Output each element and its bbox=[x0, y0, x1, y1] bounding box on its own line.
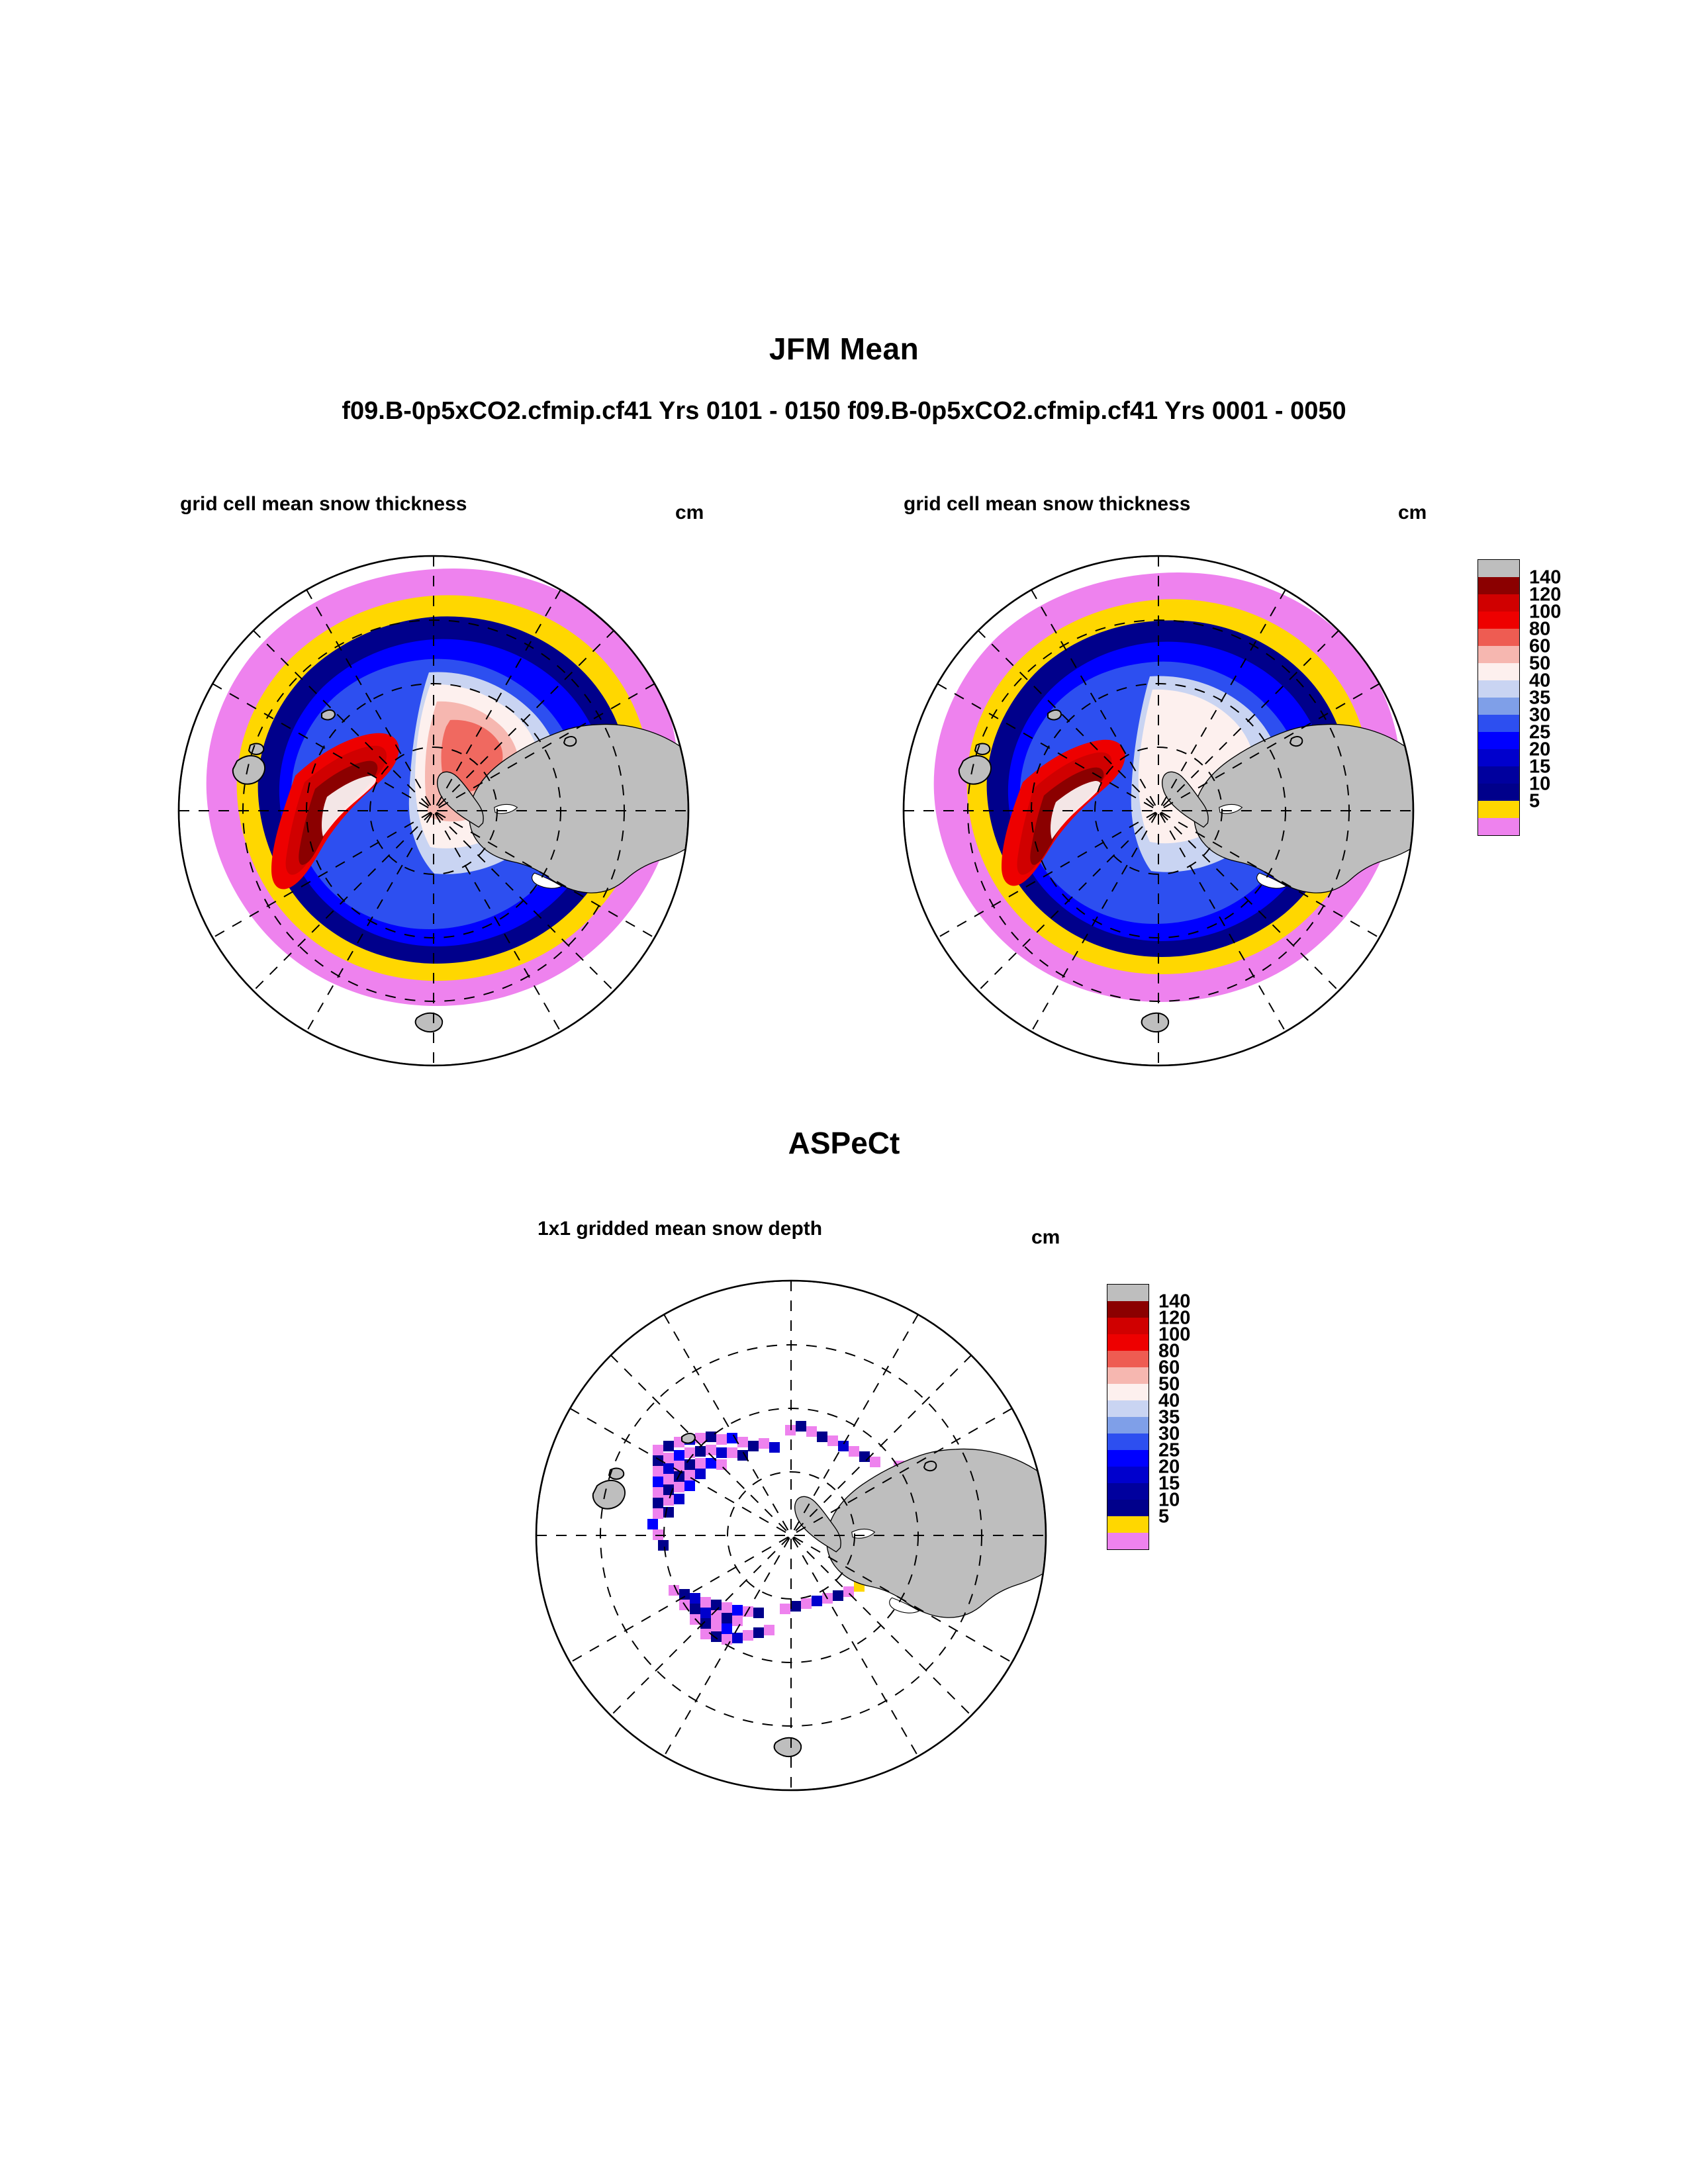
colorbar-swatch bbox=[1478, 680, 1519, 698]
colorbar-swatch bbox=[1107, 1318, 1149, 1334]
colorbar-swatch bbox=[1478, 594, 1519, 612]
colorbar-tick-label: 100 bbox=[1158, 1324, 1191, 1345]
colorbar-tick-label: 50 bbox=[1158, 1373, 1180, 1394]
map-bottom-svg bbox=[523, 1267, 1059, 1803]
colorbar-swatch bbox=[1107, 1367, 1149, 1384]
colorbar-tick-label: 20 bbox=[1529, 739, 1551, 760]
map-left bbox=[165, 543, 702, 1079]
colorbar-swatch bbox=[1478, 732, 1519, 749]
colorbar-tick-label: 60 bbox=[1529, 635, 1551, 657]
colorbar-tick-label: 120 bbox=[1158, 1307, 1191, 1328]
colorbar-swatch bbox=[1478, 646, 1519, 663]
bottom-panel-unit: cm bbox=[1031, 1226, 1060, 1248]
colorbar-tick-label: 25 bbox=[1529, 721, 1551, 743]
colorbar-tick-label: 50 bbox=[1529, 653, 1551, 674]
colorbar-swatch bbox=[1107, 1301, 1149, 1318]
colorbar-tick-label: 140 bbox=[1529, 567, 1562, 588]
colorbar-tick-label: 100 bbox=[1529, 601, 1562, 622]
colorbar-tick-label: 10 bbox=[1158, 1489, 1180, 1510]
left-panel-label: grid cell mean snow thickness bbox=[180, 493, 467, 515]
map-right bbox=[890, 543, 1427, 1079]
colorbar-swatch bbox=[1107, 1334, 1149, 1351]
colorbar-tick-label: 35 bbox=[1158, 1406, 1180, 1428]
right-panel-unit: cm bbox=[1398, 502, 1427, 523]
left-panel-unit: cm bbox=[675, 502, 704, 523]
colorbar-swatch bbox=[1478, 715, 1519, 732]
colorbar-tick-label: 35 bbox=[1529, 687, 1551, 708]
colorbar-tick-label: 5 bbox=[1158, 1506, 1170, 1527]
colorbar-bottom-strip bbox=[1107, 1284, 1149, 1550]
colorbar-tick-label: 80 bbox=[1529, 618, 1551, 639]
map-right-svg bbox=[890, 543, 1427, 1079]
colorbar-swatch bbox=[1478, 784, 1519, 801]
section-title: ASPeCt bbox=[788, 1126, 900, 1160]
colorbar-swatch bbox=[1107, 1400, 1149, 1417]
colorbar-swatch bbox=[1478, 577, 1519, 594]
colorbar-swatch bbox=[1107, 1433, 1149, 1450]
map-left-svg bbox=[165, 543, 702, 1079]
colorbar-swatch bbox=[1107, 1467, 1149, 1483]
colorbar-top-strip bbox=[1477, 559, 1520, 836]
colorbar-swatch bbox=[1478, 818, 1519, 835]
bottom-panel-label: 1x1 gridded mean snow depth bbox=[538, 1218, 823, 1240]
colorbar-tick-label: 15 bbox=[1158, 1473, 1180, 1494]
colorbar-tick-label: 80 bbox=[1158, 1340, 1180, 1361]
colorbar-tick-label: 40 bbox=[1158, 1390, 1180, 1411]
colorbar-swatch bbox=[1107, 1384, 1149, 1400]
colorbar-swatch bbox=[1478, 801, 1519, 818]
colorbar-swatch bbox=[1478, 749, 1519, 766]
colorbar-tick-label: 10 bbox=[1529, 773, 1551, 794]
colorbar-tick-label: 20 bbox=[1158, 1456, 1180, 1477]
main-title: JFM Mean bbox=[769, 332, 919, 366]
colorbar-swatch bbox=[1478, 560, 1519, 577]
colorbar-swatch bbox=[1107, 1483, 1149, 1500]
colorbar-swatch bbox=[1478, 663, 1519, 680]
colorbar-tick-label: 5 bbox=[1529, 790, 1540, 811]
colorbar-swatch bbox=[1478, 698, 1519, 715]
colorbar-tick-label: 40 bbox=[1529, 670, 1551, 691]
colorbar-swatch bbox=[1107, 1516, 1149, 1533]
colorbar-swatch bbox=[1107, 1500, 1149, 1516]
right-panel-label: grid cell mean snow thickness bbox=[904, 493, 1191, 515]
subtitle: f09.B-0p5xCO2.cfmip.cf41 Yrs 0101 - 0150 f09.B-0p5xCO2.cfmip.cf41 Yrs 0001 - 0050 bbox=[342, 397, 1346, 425]
colorbar-swatch bbox=[1107, 1285, 1149, 1301]
colorbar-tick-label: 25 bbox=[1158, 1439, 1180, 1461]
colorbar-swatch bbox=[1107, 1450, 1149, 1467]
colorbar-tick-label: 30 bbox=[1158, 1423, 1180, 1444]
colorbar-tick-label: 30 bbox=[1529, 704, 1551, 725]
colorbar-swatch bbox=[1478, 629, 1519, 646]
colorbar-tick-label: 15 bbox=[1529, 756, 1551, 777]
colorbar-swatch bbox=[1478, 612, 1519, 629]
colorbar-swatch bbox=[1478, 766, 1519, 784]
map-bottom bbox=[523, 1267, 1059, 1803]
colorbar-swatch bbox=[1107, 1417, 1149, 1433]
colorbar-tick-label: 140 bbox=[1158, 1291, 1191, 1312]
colorbar-tick-label: 60 bbox=[1158, 1357, 1180, 1378]
colorbar-tick-label: 120 bbox=[1529, 584, 1562, 605]
colorbar-swatch bbox=[1107, 1533, 1149, 1549]
colorbar-swatch bbox=[1107, 1351, 1149, 1367]
